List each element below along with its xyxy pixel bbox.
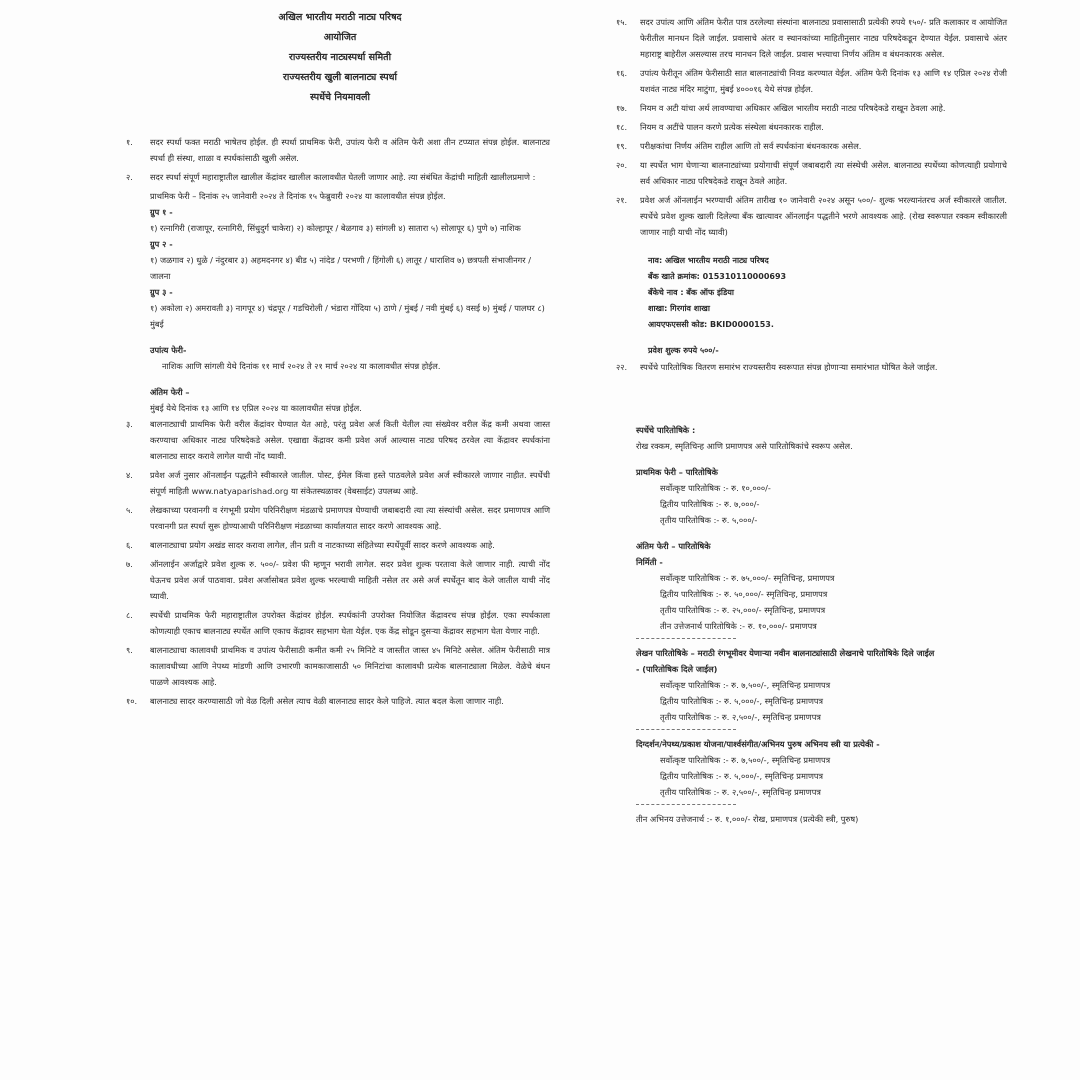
right-column bbox=[612, 14, 1007, 827]
rule-number: १६. bbox=[616, 68, 628, 78]
rule-number: ६. bbox=[126, 540, 133, 550]
rule-number: २. bbox=[126, 172, 133, 182]
rule-item bbox=[612, 157, 1007, 189]
rule-number: २१. bbox=[616, 195, 628, 205]
author-prizes-heading: लेखन पारितोषिके – मराठी रंगभूमीवर येणाऱ्या नवीन बालनाट्यांसाठी लेखनाचे पारितोषिके दिले जाईल bbox=[636, 648, 935, 658]
final-prizes-sub: निर्मिती - bbox=[636, 557, 663, 567]
left-column bbox=[110, 8, 550, 712]
bank-branch: शाखा: गिरगांव शाखा bbox=[648, 304, 710, 313]
prize-line: सर्वोत्कृष्ट पारितोषिक :- रु. ७,५००/-, स्मृतिचिन्ह प्रमाणपत्र bbox=[660, 680, 831, 690]
author-prizes-sub: - (पारितोषिक दिले जाईल) bbox=[636, 664, 718, 674]
prize-line: तीन उत्तेजनार्थ पारितोषिके :- रु. १०,०००/- प्रमाणपत्र bbox=[660, 621, 817, 631]
final-heading: अंतिम फेरी – bbox=[150, 387, 190, 397]
rule-text: प्रवेश अर्ज ऑनलाईन भरण्याची अंतिम तारीख १० जानेवारी २०२४ असून ५००/- शुल्क भरल्यानंतरच अर्ज स्वीकारले जातील. स्पर्धेचे प्रवेश शुल्क खाली दिलेल्या बँक खात्यावर ऑनलाईन पद्धतीने भरणे आवश्यक आहे. (रोख स्वरूपात रक्कम स्वीकारली जाणार नाही याची नोंद घ्यावी) bbox=[640, 195, 1007, 237]
rule-item bbox=[110, 502, 550, 534]
prize-line: तृतीय पारितोषिक :- रु. २५,०००/- स्मृतिचिन्ह, प्रमाणपत्र bbox=[660, 605, 826, 615]
rule-item bbox=[110, 642, 550, 690]
rule-item bbox=[612, 138, 1007, 154]
header-line-1: अखिल भारतीय मराठी नाट्य परिषद bbox=[278, 12, 402, 23]
rule-text: नियम व अटींचे पालन करणे प्रत्येक संस्थेला बंधनकारक राहील. bbox=[640, 122, 824, 132]
rule-text: नियम व अटी यांचा अर्थ लावण्याचा अधिकार अखिल भारतीय मराठी नाट्य परिषदेकडे राखून ठेवला आहे. bbox=[640, 103, 946, 113]
rule-item bbox=[110, 537, 550, 553]
group-label: ग्रुप ३ - bbox=[150, 287, 173, 297]
header-line-5: स्पर्धेचे नियमावली bbox=[310, 92, 370, 103]
prize-line: तृतीय पारितोषिक :- रु. २,५००/-, स्मृतिचिन्ह प्रमाणपत्र bbox=[660, 787, 821, 797]
rule-number: १. bbox=[126, 137, 133, 147]
entry-fee: प्रवेश शुल्क रुपये ५००/- bbox=[648, 346, 719, 355]
rule-number: २२. bbox=[616, 362, 628, 372]
bank-details bbox=[612, 253, 1007, 333]
group-text: १) जळगाव २) धुळे / नंदुरबार ३) अहमदनगर ४) बीड ५) नांदेड / परभणी / हिंगोली ६) लातूर / धाराशिव ७) छत्रपती संभाजीनगर / जालना bbox=[150, 255, 531, 281]
tech-prizes-heading: दिग्दर्शन/नेपथ्य/प्रकाश योजना/पार्श्वसंगीत/अभिनय पुरुष अभिनय स्त्री या प्रत्येकी - bbox=[636, 739, 880, 749]
header-line-2: आयोजित bbox=[323, 32, 357, 43]
header-line-3: राज्यस्तरीय नाट्यस्पर्धा समिती bbox=[288, 52, 392, 63]
rule-item bbox=[110, 134, 550, 166]
rule-item bbox=[612, 119, 1007, 135]
prizes-section bbox=[636, 422, 1007, 827]
rule-item bbox=[612, 359, 1007, 375]
prelim-prizes-heading: प्राथमिक फेरी – पारितोषिके bbox=[636, 467, 718, 477]
divider bbox=[636, 638, 736, 639]
rule-item bbox=[612, 65, 1007, 97]
prize-line: द्वितीय पारितोषिक :- रु. ७,०००/- bbox=[660, 499, 760, 509]
group-text: १) रत्नागिरी (राजापूर, रत्नागिरी, सिंधुदुर्ग चाकेरा) २) कोल्हापूर / बेळगाव ३) सांगली ४) सातारा ५) सोलापूर ६) पुणे ७) नाशिक bbox=[150, 223, 521, 233]
final-text: मुंबई येथे दिनांक १३ आणि १४ एप्रिल २०२४ या कालावधीत संपन्न होईल. bbox=[150, 403, 362, 413]
rule-number: ७. bbox=[126, 559, 133, 569]
document-header bbox=[130, 8, 550, 108]
rule-item bbox=[110, 693, 550, 709]
rule-text: स्पर्धेची प्राथमिक फेरी महाराष्ट्रातील उपरोक्त केंद्रांवर होईल. स्पर्धकांनी उपरोक्त नियोजित केंद्रावरच संपन्न होईल. एका स्पर्धकाला कोणत्याही एकाच बालनाट्य स्पर्धेत आणि एकाच केंद्रावर सहभाग घेता येईल. एक केंद्र सोडून दुसऱ्या केंद्रावर सहभाग घेता येणार नाही. bbox=[150, 610, 550, 636]
semifinal-text: नाशिक आणि सांगली येथे दिनांक ११ मार्च २०२४ ते २१ मार्च २०२४ या कालावधीत संपन्न होईल. bbox=[162, 361, 441, 371]
group-text: १) अकोला २) अमरावती ३) नागपूर ४) चंद्रपूर / गडचिरोली / भंडारा गोंदिया ५) ठाणे / मुंबई / नवी मुंबई ६) वसई ७) मुंबई / पालघर ८) मुंबई bbox=[150, 303, 545, 329]
rule-number: १७. bbox=[616, 103, 628, 113]
rule-item bbox=[110, 556, 550, 604]
rule-text: सदर स्पर्धा फक्त मराठी भाषेतच होईल. ही स्पर्धा प्राथमिक फेरी, उपांत्य फेरी व अंतिम फेरी अशा तीन टप्प्यात संपन्न होईल. बालनाट्य स्पर्धा ही संस्था, शाळा व स्पर्धकांसाठी खुली असेल. bbox=[150, 137, 550, 163]
header-line-4: राज्यस्तरीय खुली बालनाट्य स्पर्धा bbox=[283, 72, 397, 83]
rule-number: ५. bbox=[126, 505, 133, 515]
semifinal-heading: उपांत्य फेरी- bbox=[150, 345, 187, 355]
rule-item bbox=[612, 14, 1007, 62]
rule-number: १८. bbox=[616, 122, 628, 132]
prize-line: तृतीय पारितोषिक :- रु. ५,०००/- bbox=[660, 515, 758, 525]
rule-text: बालनाट्याची प्राथमिक फेरी वरील केंद्रांवर घेण्यात येत आहे, परंतु प्रवेश अर्ज किती येतील त्या संख्येवर वरील केंद्र कमी अथवा जास्त करण्याचा अधिकार नाट्य परिषदेकडे असेल. एखाद्या केंद्रावर कमी प्रवेश अर्ज आल्यास नाट्य परिषद ठरवेल त्या केंद्रावर स्पर्धकांना बालनाट्य सादर करावे लागेल याची नोंद घ्यावी. bbox=[150, 419, 550, 461]
rule-number: ४. bbox=[126, 470, 133, 480]
group-label: ग्रुप २ - bbox=[150, 239, 173, 249]
rule-text: सदर उपांत्य आणि अंतिम फेरीत पात्र ठरलेल्या संस्थांना बालनाट्य प्रवासासाठी प्रत्येकी रुपये १५०/- प्रति कलाकार व आयोजित फेरीतील मानधन दिले जाईल. प्रवासाचे अंतर व स्थानकांच्या माहितीनुसार नाट्य परिषदेकडून देण्यात येईल. प्रवासाचे अंतर महाराष्ट्र बाहेरील असल्यास तरच मानधन दिले जाईल. प्रवास भत्त्याचा निर्णय अंतिम व बंधनकारक असेल. bbox=[640, 17, 1007, 59]
rule-item bbox=[110, 416, 550, 464]
rule-number: १९. bbox=[616, 141, 628, 151]
rule-number: १०. bbox=[126, 696, 138, 706]
rule-text: बालनाट्य सादर करण्यासाठी जो वेळ दिली असेल त्याच वेळी बालनाट्य सादर केले पाहिजे. त्यात बदल केला जाणार नाही. bbox=[150, 696, 504, 706]
rule-item bbox=[110, 607, 550, 639]
prize-line: सर्वोत्कृष्ट पारितोषिक :- रु. ७५,०००/- स्मृतिचिन्ह, प्रमाणपत्र bbox=[660, 573, 835, 583]
prize-line: तृतीय पारितोषिक :- रु. २,५००/-, स्मृतिचिन्ह प्रमाणपत्र bbox=[660, 712, 821, 722]
divider bbox=[636, 729, 736, 730]
final-prizes-heading: अंतिम फेरी – पारितोषिके bbox=[636, 541, 711, 551]
bank-name: बँकेचे नाव : बँक ऑफ इंडिया bbox=[648, 288, 734, 297]
rule-item bbox=[110, 169, 550, 185]
divider bbox=[636, 804, 736, 805]
bank-account-name: नाव: अखिल भारतीय मराठी नाट्य परिषद bbox=[648, 256, 769, 265]
rule-item bbox=[612, 192, 1007, 240]
rule-item bbox=[612, 100, 1007, 116]
rule-item bbox=[110, 467, 550, 499]
rule-number: २०. bbox=[616, 160, 628, 170]
rule-text: परीक्षकांचा निर्णय अंतिम राहील आणि तो सर्व स्पर्धकांना बंधनकारक असेल. bbox=[640, 141, 862, 151]
encouragement-prize: तीन अभिनय उत्तेजनार्थ :- रु. १,०००/- रोख, प्रमाणपत्र (प्रत्येकी स्त्री, पुरुष) bbox=[636, 814, 859, 824]
prizes-intro: रोख रक्कम, स्मृतिचिन्ह आणि प्रमाणपत्र असे पारितोषिकांचे स्वरूप असेल. bbox=[636, 441, 853, 451]
prize-line: द्वितीय पारितोषिक :- रु. ५,०००/-, स्मृतिचिन्ह प्रमाणपत्र bbox=[660, 696, 824, 706]
rule-text: ऑनलाईन अर्जाद्वारे प्रवेश शुल्क रु. ५००/- प्रवेश फी म्हणून भरावी लागेल. सदर प्रवेश शुल्क परतावा केले जाणार नाही. त्याची नोंद घेऊनच प्रवेश अर्ज पाठवावा. प्रवेश अर्जासोबत प्रवेश शुल्क भरल्याची माहिती नसेल तर असे अर्ज स्पर्धेतून बाद केले जातील याची नोंद घ्यावी. bbox=[150, 559, 550, 601]
bank-ifsc: आयएफएससी कोड: BKID0000153. bbox=[648, 320, 774, 329]
rule-number: ३. bbox=[126, 419, 133, 429]
rule-text: स्पर्धेचे पारितोषिक वितरण समारंभ राज्यस्तरीय स्वरूपात संपन्न होणाऱ्या समारंभात घोषित केले जाईल. bbox=[640, 362, 938, 372]
group-label: ग्रुप १ - bbox=[150, 207, 173, 217]
rule-number: ९. bbox=[126, 645, 133, 655]
prize-line: सर्वोत्कृष्ट पारितोषिक :- रु. ७,५००/-, स्मृतिचिन्ह प्रमाणपत्र bbox=[660, 755, 831, 765]
rule-text: बालनाट्याचा कालावधी प्राथमिक व उपांत्य फेरीसाठी कमीत कमी २५ मिनिटे व जास्तीत जास्त ४५ मिनिटे असेल. अंतिम फेरीसाठी मात्र कालावधीच्या आणि नेपथ्य मांडणी आणि उभारणी कामकाजासाठी ५० मिनिटांचा कालावधी प्रत्येक बालनाट्याला मिळेल. वेळेचे बंधन पाळणे आवश्यक आहे. bbox=[150, 645, 550, 687]
rule-text: या स्पर्धेत भाग घेणाऱ्या बालनाट्यांच्या प्रयोगाची संपूर्ण जबाबदारी त्या संस्थेची असेल. बालनाट्य स्पर्धेच्या कोणत्याही प्रयोगाचे सर्व अधिकार नाट्य परिषदेकडे राखून ठेवले आहेत. bbox=[640, 160, 1007, 186]
prize-line: द्वितीय पारितोषिक :- रु. ५,०००/-, स्मृतिचिन्ह प्रमाणपत्र bbox=[660, 771, 824, 781]
prize-line: द्वितीय पारितोषिक :- रु. ५०,०००/- स्मृतिचिन्ह, प्रमाणपत्र bbox=[660, 589, 828, 599]
rule-text: बालनाट्याचा प्रयोग अखंड सादर करावा लागेल, तीन प्रती व नाटकाच्या संहितेच्या स्पर्धेपूर्वी सादर करणे आवश्यक आहे. bbox=[150, 540, 495, 550]
prize-line: सर्वोत्कृष्ट पारितोषिक :- रु. १०,०००/- bbox=[660, 483, 771, 493]
rule-text: उपांत्य फेरीतून अंतिम फेरीसाठी सात बालनाट्यांची निवड करण्यात येईल. अंतिम फेरी दिनांक १३ आणि १४ एप्रिल २०२४ रोजी यशवंत नाट्य मंदिर माटुंगा, मुंबई ४०००१६ येथे संपन्न होईल. bbox=[640, 68, 1007, 94]
rule-text: लेखकाच्या परवानगी व रंगभूमी प्रयोग परिनिरीक्षण मंडळाचे प्रमाणपत्र घेण्याची जबाबदारी त्या त्या संस्थांची असेल. सदर प्रमाणपत्र आणि परवानगी प्रत स्पर्धा सुरू होण्याआधी परिनिरीक्षण मंडळाच्या कार्यालयात सादर करणे आवश्यक आहे. bbox=[150, 505, 550, 531]
bank-account-number: बँक खाते क्रमांक: 015310110000693 bbox=[648, 272, 787, 281]
prelim-intro: प्राथमिक फेरी – दिनांक २५ जानेवारी २०२४ ते दिनांक १५ फेब्रुवारी २०२४ या कालावधीत संपन्न होईल. bbox=[150, 191, 446, 201]
rule-number: ८. bbox=[126, 610, 133, 620]
rule-text: प्रवेश अर्ज नुसार ऑनलाईन पद्धतीने स्वीकारले जातील. पोस्ट, ईमेल किंवा हस्ते पाठवलेले प्रवेश अर्ज स्वीकारले जाणार नाहीत. स्पर्धेची संपूर्ण माहिती www.natyaparishad.org या संकेतस्थळावर (वेबसाईट) उपलब्ध आहे. bbox=[150, 470, 550, 496]
rule-text: सदर स्पर्धा संपूर्ण महाराष्ट्रातील खालील केंद्रांवर खालील कालावधीत घेतली जाणार आहे. त्या संबंधित केंद्रांची माहिती खालीलप्रमाणे : bbox=[150, 172, 536, 182]
prizes-title: स्पर्धेचे पारितोषिके : bbox=[636, 425, 696, 435]
rule-number: १५. bbox=[616, 17, 628, 27]
